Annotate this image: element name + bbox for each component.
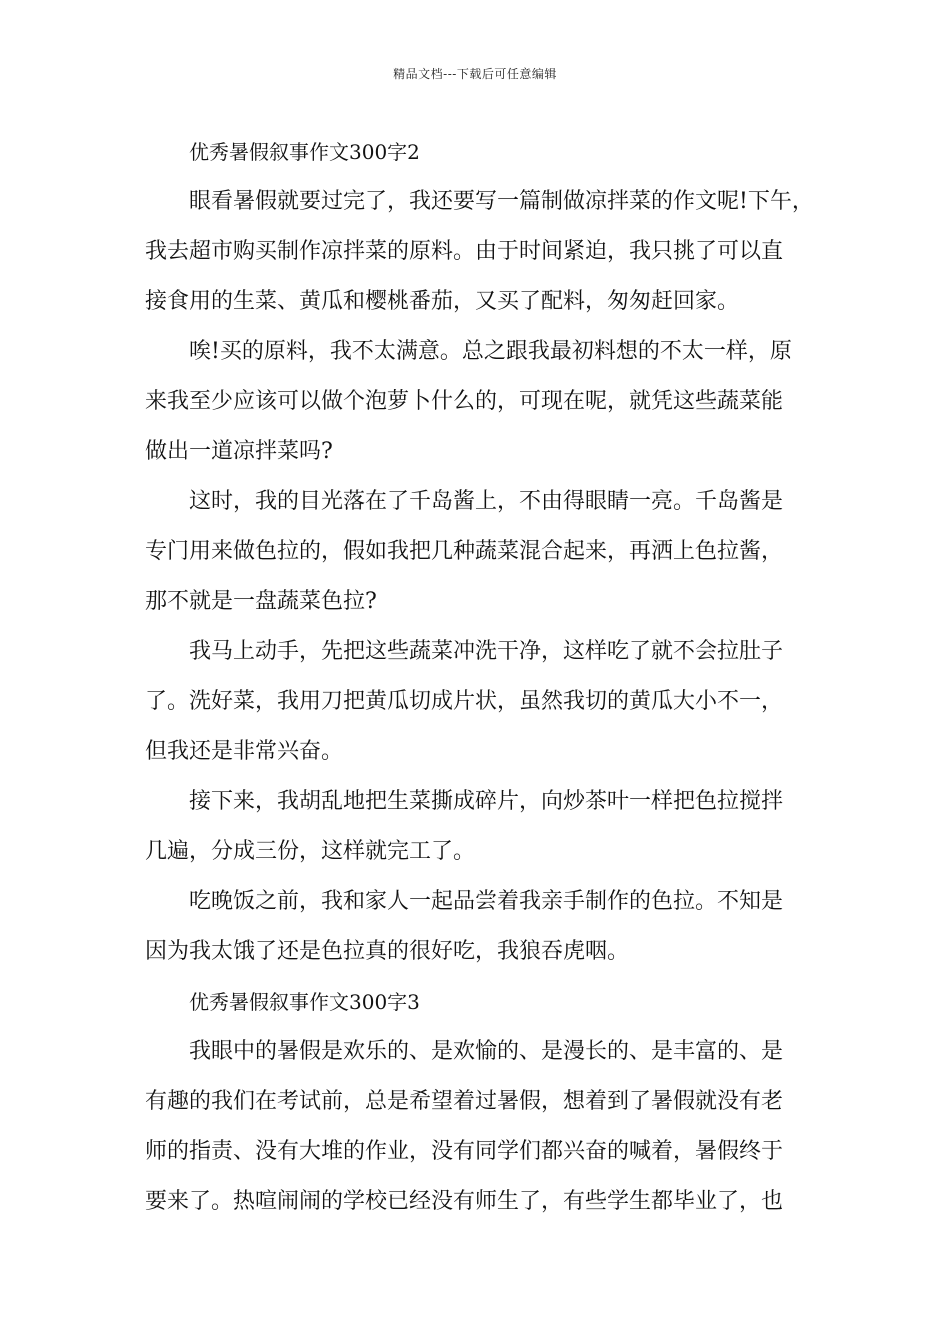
text-line: 有趣的我们在考试前，总是希望着过暑假，想着到了暑假就没有老 bbox=[145, 1089, 784, 1114]
text-line: 唉!买的原料，我不太满意。总之跟我最初料想的不太一样，原 bbox=[189, 339, 792, 364]
text-line: 做出一道凉拌菜吗? bbox=[145, 439, 333, 464]
text-line: 我去超市购买制作凉拌菜的原料。由于时间紧迫，我只挑了可以直 bbox=[145, 239, 784, 264]
text-line: 来我至少应该可以做个泡萝卜什么的，可现在呢，就凭这些蔬菜能 bbox=[145, 389, 784, 414]
text-line: 几遍，分成三份，这样就完工了。 bbox=[145, 839, 476, 864]
text-line: 那不就是一盘蔬菜色拉? bbox=[145, 589, 377, 614]
text-line: 眼看暑假就要过完了，我还要写一篇制做凉拌菜的作文呢!下午， bbox=[189, 189, 814, 214]
text-line: 要来了。热喧闹闹的学校已经没有师生了，有些学生都毕业了，也 bbox=[145, 1189, 784, 1214]
text-line: 因为我太饿了还是色拉真的很好吃，我狼吞虎咽。 bbox=[145, 939, 630, 964]
text-line: 吃晚饭之前，我和家人一起品尝着我亲手制作的色拉。不知是 bbox=[189, 889, 784, 914]
section-heading: 优秀暑假叙事作文300字2 bbox=[189, 140, 420, 164]
text-line: 师的指责、没有大堆的作业，没有同学们都兴奋的喊着，暑假终于 bbox=[145, 1139, 784, 1164]
text-line: 接食用的生菜、黄瓜和樱桃番茄，又买了配料，匆匆赶回家。 bbox=[145, 289, 740, 314]
section-heading: 优秀暑假叙事作文300字3 bbox=[189, 990, 420, 1014]
text-line: 了。洗好菜，我用刀把黄瓜切成片状，虽然我切的黄瓜大小不一， bbox=[145, 689, 784, 714]
text-line: 接下来，我胡乱地把生菜撕成碎片，向炒茶叶一样把色拉搅拌 bbox=[189, 789, 784, 814]
text-line: 但我还是非常兴奋。 bbox=[145, 739, 344, 764]
page-header: 精品文档---下载后可任意编辑 bbox=[393, 67, 557, 81]
text-line: 这时，我的目光落在了千岛酱上，不由得眼睛一亮。千岛酱是 bbox=[189, 489, 784, 514]
document-body bbox=[145, 133, 814, 1233]
text-line: 我眼中的暑假是欢乐的、是欢愉的、是漫长的、是丰富的、是 bbox=[189, 1039, 784, 1064]
text-line: 我马上动手，先把这些蔬菜冲洗干净，这样吃了就不会拉肚子 bbox=[189, 639, 784, 664]
text-line: 专门用来做色拉的，假如我把几种蔬菜混合起来，再洒上色拉酱， bbox=[145, 539, 784, 564]
